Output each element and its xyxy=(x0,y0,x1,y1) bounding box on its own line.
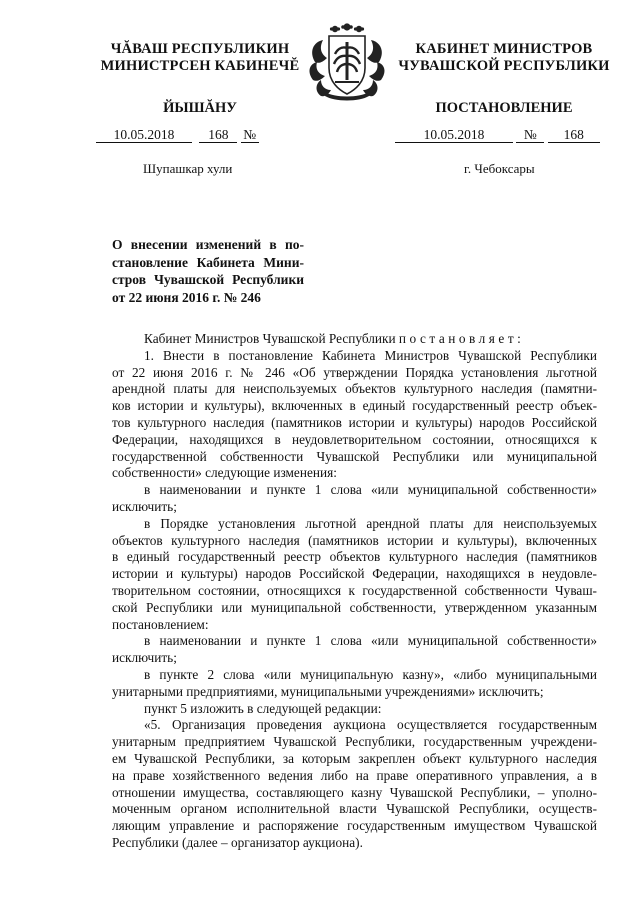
body-line: от 22 июня 2016 г. № 246 «Об утверждении Порядка установления льготной xyxy=(112,364,597,380)
header-left-line2: МИНИСТРСЕН КАБИНЕЧĔ xyxy=(100,58,300,74)
body-line: «5. Организация проведения аукциона осуществляется государственным xyxy=(144,717,597,733)
date-right: 10.05.2018 xyxy=(395,127,513,143)
body-line: государственной собственности Чувашской Республики или муниципальной xyxy=(112,448,597,464)
body-line: объектов культурного наследия (памятников истории и культуры), включенных xyxy=(112,532,597,548)
body-line: в наименовании и пункте 1 слова «или муниципальной собственности» xyxy=(144,482,597,498)
subject-line: стров Чувашской Республики xyxy=(112,272,304,288)
paragraph-3 xyxy=(112,516,597,634)
number-sign-left: № xyxy=(241,127,259,143)
body-line: истории и культуры) народов Российской Федерации, находящихся в неудовле- xyxy=(112,566,597,582)
body-line: в наименовании и пункте 1 слова «или муниципальной собственности» xyxy=(144,633,597,649)
body-line: в Порядке установления льготной арендной платы для неиспользуемых xyxy=(144,515,597,531)
body-line: в единый государственный реестр объектов культурного наследия (памятников xyxy=(112,549,597,565)
subject-line: О внесении изменений в по- xyxy=(112,237,304,252)
date-number-right xyxy=(395,127,600,143)
header-right-line2: ЧУВАШСКОЙ РЕСПУБЛИКИ xyxy=(398,58,610,74)
place-right: г. Чебоксары xyxy=(464,161,535,176)
body-line: Республики (далее – организатор аукциона). xyxy=(112,834,363,850)
body-line: исключить; xyxy=(112,498,177,514)
body-line: тов культурного наследия (памятников истории и культуры) народов Российской xyxy=(112,414,597,430)
header-right-line1: КАБИНЕТ МИНИСТРОВ xyxy=(415,41,593,57)
paragraph-5 xyxy=(112,667,597,701)
paragraph-7 xyxy=(112,717,597,851)
paragraph-1 xyxy=(112,348,597,482)
doc-type-left: ЙЫШĂНУ xyxy=(163,100,237,116)
body-line: творительном состоянии, относящихся к государственной собственности Чуваш- xyxy=(112,582,597,598)
number-left: 168 xyxy=(199,127,237,143)
body-line: унитарным предприятием Чувашской Республики, государственным учреждени- xyxy=(112,734,597,750)
paragraph-4 xyxy=(112,633,597,667)
intro-paragraph xyxy=(112,331,597,348)
date-left: 10.05.2018 xyxy=(96,127,192,143)
coat-of-arms-emblem xyxy=(307,22,387,104)
header-left-chuvash xyxy=(95,41,305,75)
date-number-left xyxy=(96,127,259,143)
decree-word: постановляет: xyxy=(398,331,525,346)
document-body xyxy=(112,331,597,852)
number-right: 168 xyxy=(548,127,600,143)
place-left: Шупашкар хули xyxy=(143,161,233,176)
header-right-russian xyxy=(388,41,620,75)
body-line: Федерации, находящихся в неудовлетворительном состоянии, относящихся к xyxy=(112,431,597,447)
body-line: в пункте 2 слова «или муниципальную казну», «либо муниципальными xyxy=(144,666,597,682)
doc-type-right: ПОСТАНОВЛЕНИЕ xyxy=(435,100,573,116)
body-line: арендной платы для неиспользуемых объектов культурного наследия (памятни- xyxy=(112,381,597,397)
document-subject xyxy=(112,236,304,306)
body-line: унитарными предприятиями, муниципальными учреждениями» исключить; xyxy=(112,683,544,699)
body-line: собственности» следующие изменения: xyxy=(112,465,337,481)
number-sign-right: № xyxy=(516,127,544,143)
body-line: отношении имущества, составляющего казну Чувашской Республики, – уполно- xyxy=(112,784,597,800)
body-line: ляющим управление и распоряжение государственным имуществом Чувашской xyxy=(112,818,597,834)
body-line: постановлением: xyxy=(112,616,209,632)
subject-line: от 22 июня 2016 г. № 246 xyxy=(112,289,261,305)
body-line: 1. Внести в постановление Кабинета Министров Чувашской Республики xyxy=(144,347,597,363)
body-line: исключить; xyxy=(112,650,177,666)
body-line: пункт 5 изложить в следующей редакции: xyxy=(144,700,382,716)
body-line: ков истории и культуры), включенных в единый государственный реестр объек- xyxy=(112,398,597,414)
paragraph-2 xyxy=(112,482,597,516)
subject-line: становление Кабинета Мини- xyxy=(112,254,304,270)
body-line: ской Республики или муниципальной собственности, утвержденном указанным xyxy=(112,599,597,615)
body-line: моченным органом исполнительной власти Чувашской Республики, осуществ- xyxy=(112,801,597,817)
body-line: ем Чувашской Республики, за которым закреплен объект культурного наследия xyxy=(112,750,597,766)
body-line: на праве хозяйственного ведения либо на праве оперативного управления, а в xyxy=(112,767,597,783)
header-left-line1: ЧĂВАШ РЕСПУБЛИКИН xyxy=(110,41,290,57)
paragraph-6 xyxy=(112,701,597,718)
intro-text: Кабинет Министров Чувашской Республики xyxy=(144,331,399,346)
